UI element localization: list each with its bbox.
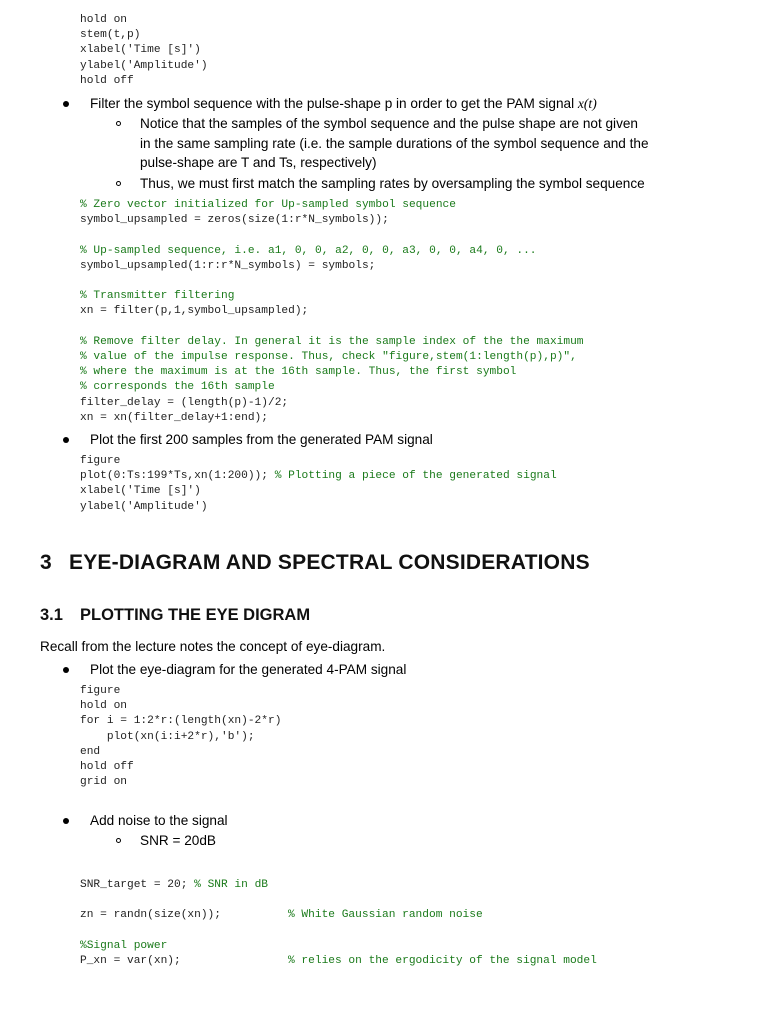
sub-bullet-icon [116, 181, 121, 186]
code-line: ylabel('Amplitude') [80, 500, 208, 513]
code-comment-power [80, 939, 167, 954]
code-comment: % corresponds the 16th sample [80, 381, 275, 394]
subsection-number: 3.1 [40, 606, 63, 624]
code-line: xlabel('Time [s]') [80, 485, 201, 498]
code-line: figure [80, 455, 121, 467]
code-line: figure [80, 685, 121, 697]
code-line: filter_delay = (length(p)-1)/2; [80, 396, 289, 409]
text-line: pulse-shape are T and Ts, respectively) [140, 155, 377, 170]
code-line: hold off [80, 74, 134, 87]
code-line: P_xn = var(xn); [80, 955, 181, 967]
code-line: plot(0:Ts:199*Ts,xn(1:200)); [80, 470, 275, 483]
code-line-pxn [80, 954, 181, 969]
bullet-icon [63, 437, 69, 443]
text-line: Notice that the samples of the symbol sequence and the pulse shape are not given [140, 116, 638, 131]
sub-bullet-snr: SNR = 20dB [140, 833, 216, 848]
code-block-pam-plot [80, 454, 557, 515]
sub-bullet-thus: Thus, we must first match the sampling rates by oversampling the symbol sequence [140, 176, 645, 191]
code-comment: % Zero vector initialized for Up-sampled symbol sequence [80, 199, 456, 211]
code-block-eye-plot [80, 684, 281, 790]
sub-bullet-icon [116, 838, 121, 843]
section-number: 3 [40, 551, 52, 574]
bullet-text: Filter the symbol sequence with the pulse-shape p in order to get the PAM signal [90, 96, 578, 111]
code-line: end [80, 745, 101, 758]
code-comment: % Up-sampled sequence, i.e. a1, 0, 0, a2, 0, 0, a3, 0, 0, a4, 0, ... [80, 244, 537, 257]
code-line: plot(xn(i:i+2*r),'b'); [80, 730, 255, 743]
code-line: ylabel('Amplitude') [80, 59, 208, 72]
code-line: xn = filter(p,1,symbol_upsampled); [80, 305, 309, 318]
code-comment: % Remove filter delay. In general it is the sample index of the the maximum [80, 335, 584, 348]
code-block-noise [80, 878, 268, 893]
code-line-zn [80, 908, 221, 923]
bullet-icon [63, 667, 69, 673]
code-line: stem(t,p) [80, 29, 141, 42]
subsection-heading [40, 606, 310, 625]
code-comment: % value of the impulse response. Thus, check "figure,stem(1:length(p),p)", [80, 351, 577, 364]
code-line: hold on [80, 14, 127, 26]
code-line: symbol_upsampled = zeros(size(1:r*N_symbols)); [80, 214, 389, 227]
code-line: symbol_upsampled(1:r:r*N_symbols) = symbols; [80, 259, 376, 272]
bullet-icon [63, 818, 69, 824]
bullet-filter-text [90, 94, 597, 114]
code-comment-zn [288, 908, 483, 923]
recall-paragraph: Recall from the lecture notes the concept of eye-diagram. [40, 639, 386, 654]
code-line: for i = 1:2*r:(length(xn)-2*r) [80, 715, 282, 728]
code-comment: % Transmitter filtering [80, 290, 235, 303]
bullet-plot-eye: Plot the eye-diagram for the generated 4-PAM signal [90, 662, 407, 677]
code-line: SNR_target = 20; [80, 879, 195, 891]
code-comment: % SNR in dB [194, 879, 268, 891]
code-comment: % White Gaussian random noise [288, 909, 483, 921]
section-heading [40, 551, 590, 575]
code-comment: %Signal power [80, 940, 168, 952]
code-comment: % Plotting a piece of the generated signal [274, 470, 557, 483]
sub-bullet-icon [116, 121, 121, 126]
bullet-plot-first: Plot the first 200 samples from the generated PAM signal [90, 432, 433, 447]
code-block-filtering [80, 198, 584, 426]
section-title: EYE-DIAGRAM AND SPECTRAL CONSIDERATIONS [69, 551, 590, 574]
subsection-title: PLOTTING THE EYE DIGRAM [80, 606, 311, 624]
code-comment: % where the maximum is at the 16th sample. Thus, the first symbol [80, 366, 517, 379]
bullet-icon [63, 101, 69, 107]
code-comment: % relies on the ergodicity of the signal model [288, 955, 597, 967]
code-line: hold on [80, 700, 127, 713]
code-block-stem-plot [80, 13, 208, 89]
code-comment-pxn [288, 954, 597, 969]
code-line: zn = randn(size(xn)); [80, 909, 221, 921]
code-line: grid on [80, 776, 127, 789]
math-x-of-t: x(t) [577, 96, 597, 111]
code-line: hold off [80, 761, 134, 774]
bullet-add-noise: Add noise to the signal [90, 813, 228, 828]
text-line: in the same sampling rate (i.e. the sample durations of the symbol sequence and the [140, 135, 649, 151]
sub-bullet-notice [140, 114, 649, 173]
code-line: xn = xn(filter_delay+1:end); [80, 411, 268, 424]
code-line: xlabel('Time [s]') [80, 44, 201, 57]
